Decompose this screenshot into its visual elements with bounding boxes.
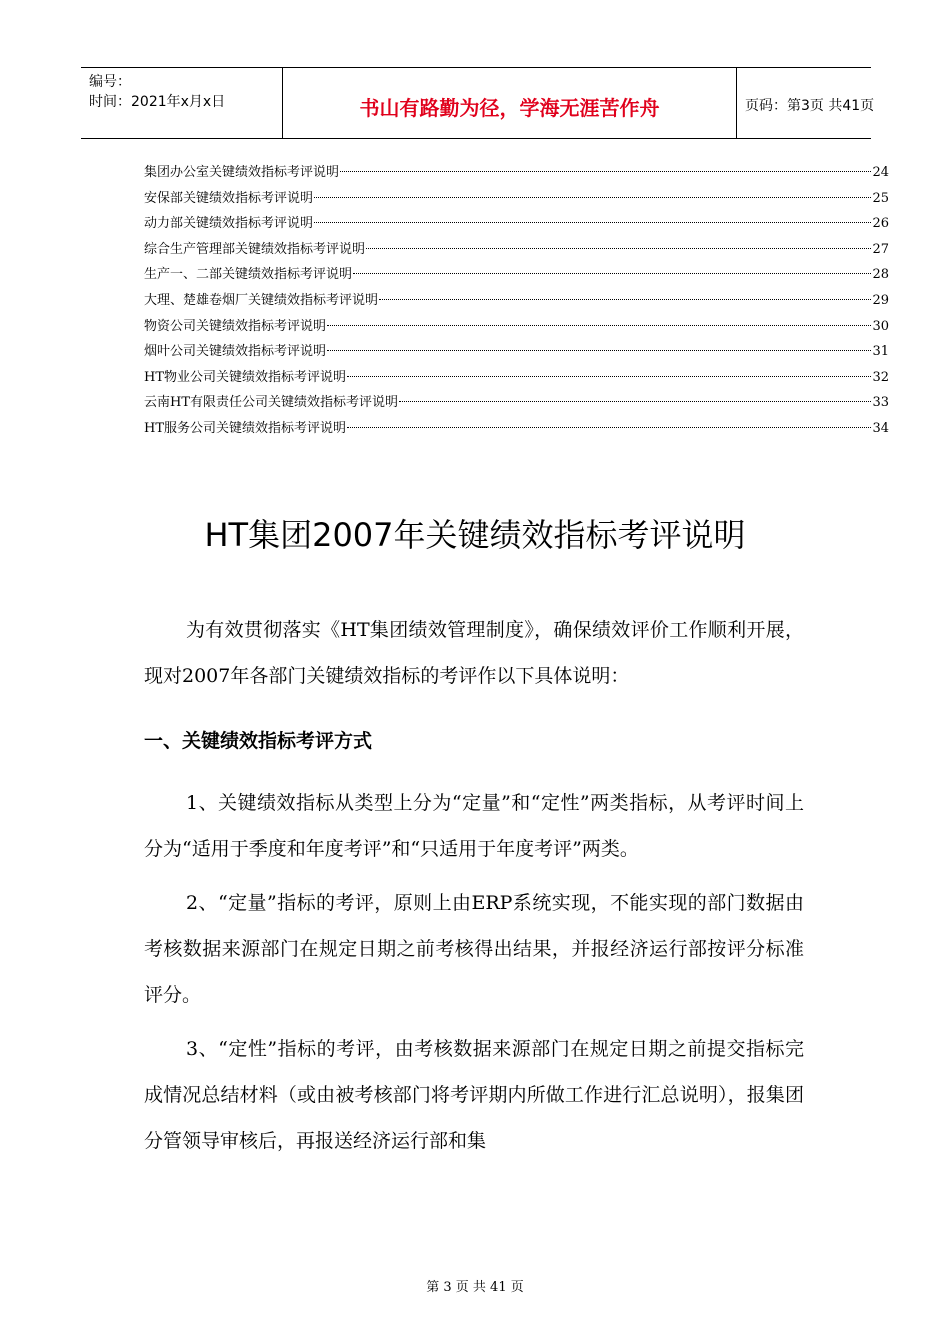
header-meta-cell <box>81 68 283 138</box>
header-page-info: 页码：第3页 共41页 <box>745 98 875 114</box>
toc-entry-page: 32 <box>872 369 889 385</box>
toc-leader-dots <box>327 325 871 326</box>
toc-entry-page: 28 <box>872 267 889 283</box>
toc-entry-title: HT服务公司关键绩效指标考评说明 <box>144 420 347 436</box>
document-time-label: 时间：2021年x月x日 <box>89 94 226 110</box>
toc-entry-page: 31 <box>872 344 889 360</box>
toc-entry-title: 安保部关键绩效指标考评说明 <box>144 190 314 206</box>
toc-entry[interactable] <box>144 262 889 288</box>
toc-entry[interactable] <box>144 288 889 314</box>
toc-entry-page: 33 <box>872 395 889 411</box>
header-motto-cell <box>283 68 737 138</box>
toc-entry[interactable] <box>144 339 889 365</box>
toc-entry-title: 集团办公室关键绩效指标考评说明 <box>144 165 340 180</box>
paragraph-3: 3、“定性”指标的考评，由考核数据来源部门在规定日期之前提交指标完成情况总结材料（或由被考核部门将考评期内所做工作进行汇总说明），报集团分管领导审核后，再报送经济运行部和集 <box>144 1038 804 1152</box>
document-title: HT集团2007年关键绩效指标考评说明 <box>204 516 746 554</box>
toc-entry-page: 26 <box>872 216 889 232</box>
toc-entry-title: 生产一、二部关键绩效指标考评说明 <box>144 267 353 283</box>
section-heading: 一、关键绩效指标考评方式 <box>144 730 373 752</box>
toc-leader-dots <box>353 273 871 274</box>
toc-entry-page: 25 <box>872 190 889 206</box>
intro-paragraph: 为有效贯彻落实《HT集团绩效管理制度》，确保绩效评价工作顺利开展，现对2007年各部门关键绩效指标的考评作以下具体说明： <box>144 619 804 687</box>
toc-leader-dots <box>347 376 871 377</box>
document-code-label: 编号： <box>89 74 131 90</box>
intro-paragraph-block <box>144 607 804 699</box>
toc-entry[interactable] <box>144 365 889 391</box>
toc-entry-title: HT物业公司关键绩效指标考评说明 <box>144 369 347 385</box>
toc-entry[interactable] <box>144 390 889 416</box>
page-header <box>81 67 875 139</box>
section-body <box>144 780 804 1164</box>
toc-entry[interactable] <box>144 211 889 237</box>
toc-leader-dots <box>379 299 871 300</box>
toc-leader-dots <box>399 401 871 402</box>
toc-entry-page: 29 <box>872 292 889 308</box>
toc-leader-dots <box>366 248 871 249</box>
toc-entry[interactable] <box>144 314 889 340</box>
toc-leader-dots <box>340 171 871 172</box>
toc-entry-page: 24 <box>872 165 889 180</box>
toc-entry[interactable] <box>144 416 889 442</box>
toc-leader-dots <box>314 197 871 198</box>
toc-entry[interactable] <box>144 186 889 212</box>
toc-leader-dots <box>314 222 871 223</box>
paragraph-2: 2、“定量”指标的考评，原则上由ERP系统实现，不能实现的部门数据由考核数据来源部门在规定日期之前考核得出结果，并报经济运行部按评分标准评分。 <box>144 892 804 1006</box>
toc-entry-title: 综合生产管理部关键绩效指标考评说明 <box>144 241 366 257</box>
toc-entry-title: 大理、楚雄卷烟厂关键绩效指标考评说明 <box>144 292 379 308</box>
header-motto: 书山有路勤为径，学海无涯苦作舟 <box>359 96 660 120</box>
toc-entry-title: 动力部关键绩效指标考评说明 <box>144 216 314 232</box>
toc-leader-dots <box>327 350 871 351</box>
page-footer: 第 3 页 共 41 页 <box>426 1280 524 1295</box>
toc-entry[interactable] <box>144 237 889 263</box>
header-page-cell <box>737 68 875 138</box>
toc-entry-title: 烟叶公司关键绩效指标考评说明 <box>144 344 327 360</box>
toc-entry-page: 27 <box>872 241 889 257</box>
toc-entry-title: 云南HT有限责任公司关键绩效指标考评说明 <box>144 395 399 411</box>
table-of-contents <box>144 160 889 442</box>
toc-entry[interactable] <box>144 160 889 186</box>
toc-entry-page: 30 <box>872 318 889 334</box>
toc-entry-page: 34 <box>872 420 889 436</box>
paragraph-1: 1、关键绩效指标从类型上分为“定量”和“定性”两类指标，从考评时间上分为“适用于季度和年度考评”和“只适用于年度考评”两类。 <box>144 792 804 860</box>
toc-entry-title: 物资公司关键绩效指标考评说明 <box>144 318 327 334</box>
toc-leader-dots <box>347 427 871 428</box>
